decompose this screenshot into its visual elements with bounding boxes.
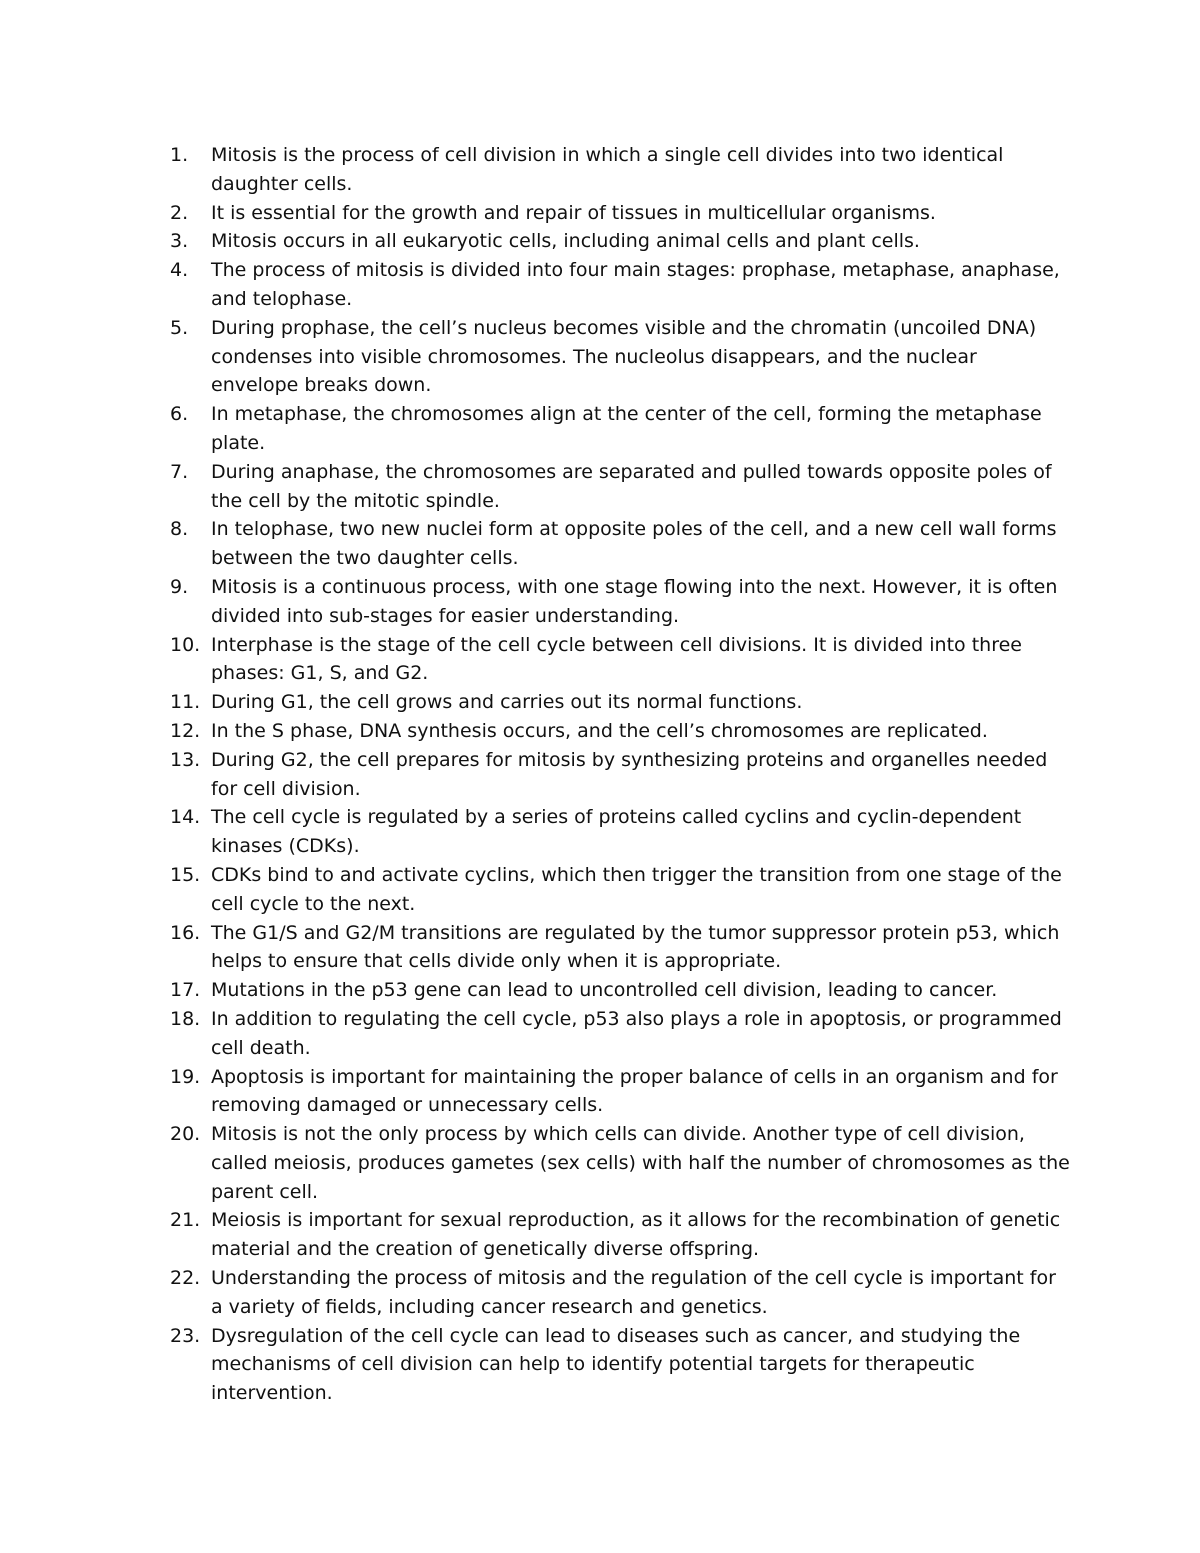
item-text: Interphase is the stage of the cell cycle between cell divisions. It is divided into three phases: G1, S, and G2.: [211, 633, 1022, 685]
list-item: [170, 688, 1070, 717]
item-text: During G2, the cell prepares for mitosis by synthesizing proteins and organelles needed for cell division.: [211, 748, 1048, 800]
item-number: 3.: [170, 230, 189, 253]
list-item: [170, 976, 1070, 1005]
item-text: Mitosis occurs in all eukaryotic cells, including animal cells and plant cells.: [211, 230, 920, 253]
list-item: [170, 1005, 1070, 1063]
item-number: 12.: [170, 719, 201, 742]
list-item: [170, 1120, 1070, 1206]
item-number: 17.: [170, 979, 201, 1002]
list-item: [170, 573, 1070, 631]
list-item: [170, 256, 1070, 314]
item-text: Apoptosis is important for maintaining the proper balance of cells in an organism and for removing damaged or unnecessary cells.: [211, 1065, 1058, 1117]
item-text: CDKs bind to and activate cyclins, which then trigger the transition from one stage of the cell cycle to the next.: [211, 863, 1062, 915]
list-item: [170, 1322, 1070, 1408]
item-number: 7.: [170, 460, 189, 483]
item-text: It is essential for the growth and repair of tissues in multicellular organisms.: [211, 201, 936, 224]
list-item: [170, 919, 1070, 977]
list-item: [170, 199, 1070, 228]
list-item: [170, 458, 1070, 516]
numbered-list: [170, 141, 1070, 1408]
list-item: [170, 746, 1070, 804]
item-text: In addition to regulating the cell cycle, p53 also plays a role in apoptosis, or programmed cell death.: [211, 1007, 1062, 1059]
item-text: Mitosis is the process of cell division in which a single cell divides into two identical daughter cells.: [211, 144, 1004, 195]
item-number: 5.: [170, 316, 189, 339]
item-text: Mitosis is a continuous process, with one stage flowing into the next. However, it is often divided into sub-stages for easier understanding.: [211, 575, 1058, 627]
item-number: 18.: [170, 1007, 201, 1030]
item-number: 4.: [170, 259, 189, 282]
item-text: Meiosis is important for sexual reproduction, as it allows for the recombination of genetic material and the creation of genetically diverse offspring.: [211, 1209, 1061, 1261]
item-number: 22.: [170, 1267, 201, 1290]
list-item: [170, 717, 1070, 746]
item-text: Mutations in the p53 gene can lead to uncontrolled cell division, leading to cancer.: [211, 979, 998, 1002]
item-text: In the S phase, DNA synthesis occurs, and the cell’s chromosomes are replicated.: [211, 719, 988, 742]
item-text: The G1/S and G2/M transitions are regulated by the tumor suppressor protein p53, which helps to ensure that cells divide only when it is appropriate.: [211, 921, 1060, 973]
list-item: [170, 1063, 1070, 1121]
item-number: 6.: [170, 403, 189, 426]
item-text: Dysregulation of the cell cycle can lead to diseases such as cancer, and studying the mechanisms of cell division can help to identify potential targets for therapeutic intervention.: [211, 1324, 1021, 1405]
list-item: [170, 314, 1070, 400]
item-number: 8.: [170, 518, 189, 541]
item-text: During G1, the cell grows and carries out its normal functions.: [211, 691, 803, 714]
list-item: [170, 631, 1070, 689]
item-text: Mitosis is not the only process by which cells can divide. Another type of cell division, called meiosis, produces gametes (sex cells) with half the number of chromosomes as the parent cell.: [211, 1123, 1070, 1203]
item-number: 1.: [170, 144, 189, 166]
item-text: In telophase, two new nuclei form at opposite poles of the cell, and a new cell wall forms between the two daughter cells.: [211, 518, 1057, 570]
list-item: [170, 861, 1070, 919]
item-number: 11.: [170, 691, 201, 714]
list-item: [170, 1206, 1070, 1264]
item-number: 20.: [170, 1123, 201, 1146]
item-number: 14.: [170, 806, 201, 829]
item-number: 10.: [170, 633, 201, 656]
item-text: Understanding the process of mitosis and the regulation of the cell cycle is important for a variety of fields, including cancer research and genetics.: [211, 1267, 1056, 1318]
item-number: 13.: [170, 748, 201, 771]
item-number: 9.: [170, 575, 189, 598]
list-item: [170, 141, 1070, 199]
list-item: [170, 515, 1070, 573]
list-item: [170, 1264, 1070, 1322]
item-text: The cell cycle is regulated by a series of proteins called cyclins and cyclin-dependent kinases (CDKs).: [211, 806, 1022, 858]
list-item: [170, 400, 1070, 458]
item-text: The process of mitosis is divided into four main stages: prophase, metaphase, anaphase, and telophase.: [211, 259, 1060, 310]
item-number: 16.: [170, 921, 201, 944]
item-number: 19.: [170, 1065, 201, 1088]
item-text: During anaphase, the chromosomes are separated and pulled towards opposite poles of the cell by the mitotic spindle.: [211, 460, 1052, 512]
item-number: 23.: [170, 1324, 201, 1347]
item-text: In metaphase, the chromosomes align at the center of the cell, forming the metaphase plate.: [211, 403, 1042, 454]
item-number: 21.: [170, 1209, 201, 1232]
item-number: 15.: [170, 863, 201, 886]
item-number: 2.: [170, 201, 189, 224]
list-item: [170, 227, 1070, 256]
list-item: [170, 803, 1070, 861]
item-text: During prophase, the cell’s nucleus becomes visible and the chromatin (uncoiled DNA) condenses into visible chromosomes. The nucleolus disappears, and the nuclear envelope breaks down.: [211, 316, 1037, 397]
